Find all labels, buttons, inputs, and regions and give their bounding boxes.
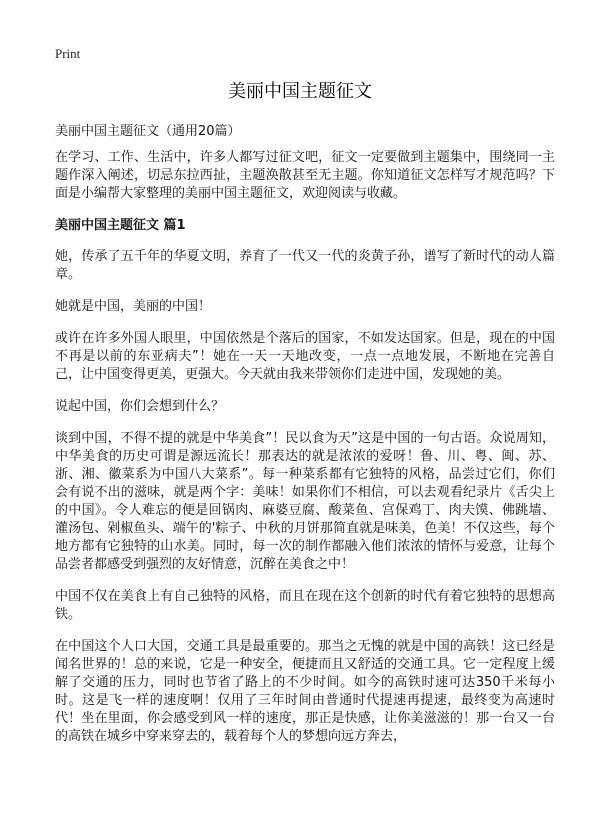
body-paragraph: 她，传承了五千年的华夏文明，养育了一代又一代的炎黄子孙，谱写了新时代的动人篇章。 <box>55 249 555 282</box>
body-paragraph: 说起中国，你们会想到什么？ <box>55 399 225 414</box>
document-subtitle: 美丽中国主题征文（通用20篇） <box>55 124 241 139</box>
intro-paragraph: 在学习、工作、生活中，许多人都写过征文吧，征文一定要做到主题集中，围绕同一主题作深入阐述，切忌东拉西扯，主题涣散甚至无主题。你知道征文怎样写才规范吗？下面是小编帮大家整理的美丽中国主题征文，欢迎阅读与收藏。 <box>55 150 555 201</box>
print-link[interactable]: Print <box>55 46 81 61</box>
article-body <box>55 149 555 760</box>
body-paragraph: 中国不仅在美食上有自己独特的风格，而且在现在这个创新的时代有着它独特的思想高铁。 <box>55 589 555 622</box>
body-paragraph: 或许在许多外国人眼里，中国依然是个落后的国家，不如发达国家。但是，现在的中国不再是以前的东亚病夫”！她在一天一天地改变，一点一点地发展，不断地在完善自己，让中国变得更美，更强大。今天就由我来带领你们走进中国，发现她的美。 <box>55 331 555 382</box>
body-paragraph: 在中国这个人口大国，交通工具是最重要的。那当之无愧的就是中国的高铁！这已经是闻名世界的！总的来说，它是一种安全，便捷而且又舒适的交通工具。它一定程度上缓解了交通的压力，同时也节省了路上的不少时间。如今的高铁时速可达350千米每小时。这是飞一样的速度啊！仅用了三年时间由普通时代提速再提速，最终变为高速时代！坐在里面，你会感受到风一样的速度，那正是快感，让你美滋滋的！那一台又一台的高铁在城乡中穿来穿去的，载着每个人的梦想向远方奔去， <box>55 639 555 744</box>
body-paragraph: 她就是中国，美丽的中国！ <box>55 299 212 314</box>
page-title: 美丽中国主题征文 <box>228 81 372 102</box>
body-paragraph: 谈到中国，不得不提的就是中华美食”！民以食为天”这是中国的一句古语。众说周知，中华美食的历史可谓是源远流长！那表达的就是浓浓的爱呀！鲁、川、粤、闽、苏、浙、湘、徽菜系为中国八大菜系”。每一种菜系都有它独特的风格，品尝过它们，你们会有说不出的滋味，就是两个字：美味！如果你们不相信，可以去观看纪录片《舌尖上的中国》。令人难忘的便是回锅肉、麻婆豆腐、酸菜鱼、宫保鸡丁、肉夫馍、佛跳墙、灌汤包、剁椒鱼头、端午的'粽子、中秋的月饼那简直就是味美，色美！不仅这些，每个地方都有它独特的山水美。同时，每一次的制作都融入他们浓浓的情怀与爱意，让每个品尝者都感受到强烈的友好情意，沉醉在美食之中！ <box>55 431 555 572</box>
section-heading: 美丽中国主题征文 篇1 <box>55 218 186 233</box>
